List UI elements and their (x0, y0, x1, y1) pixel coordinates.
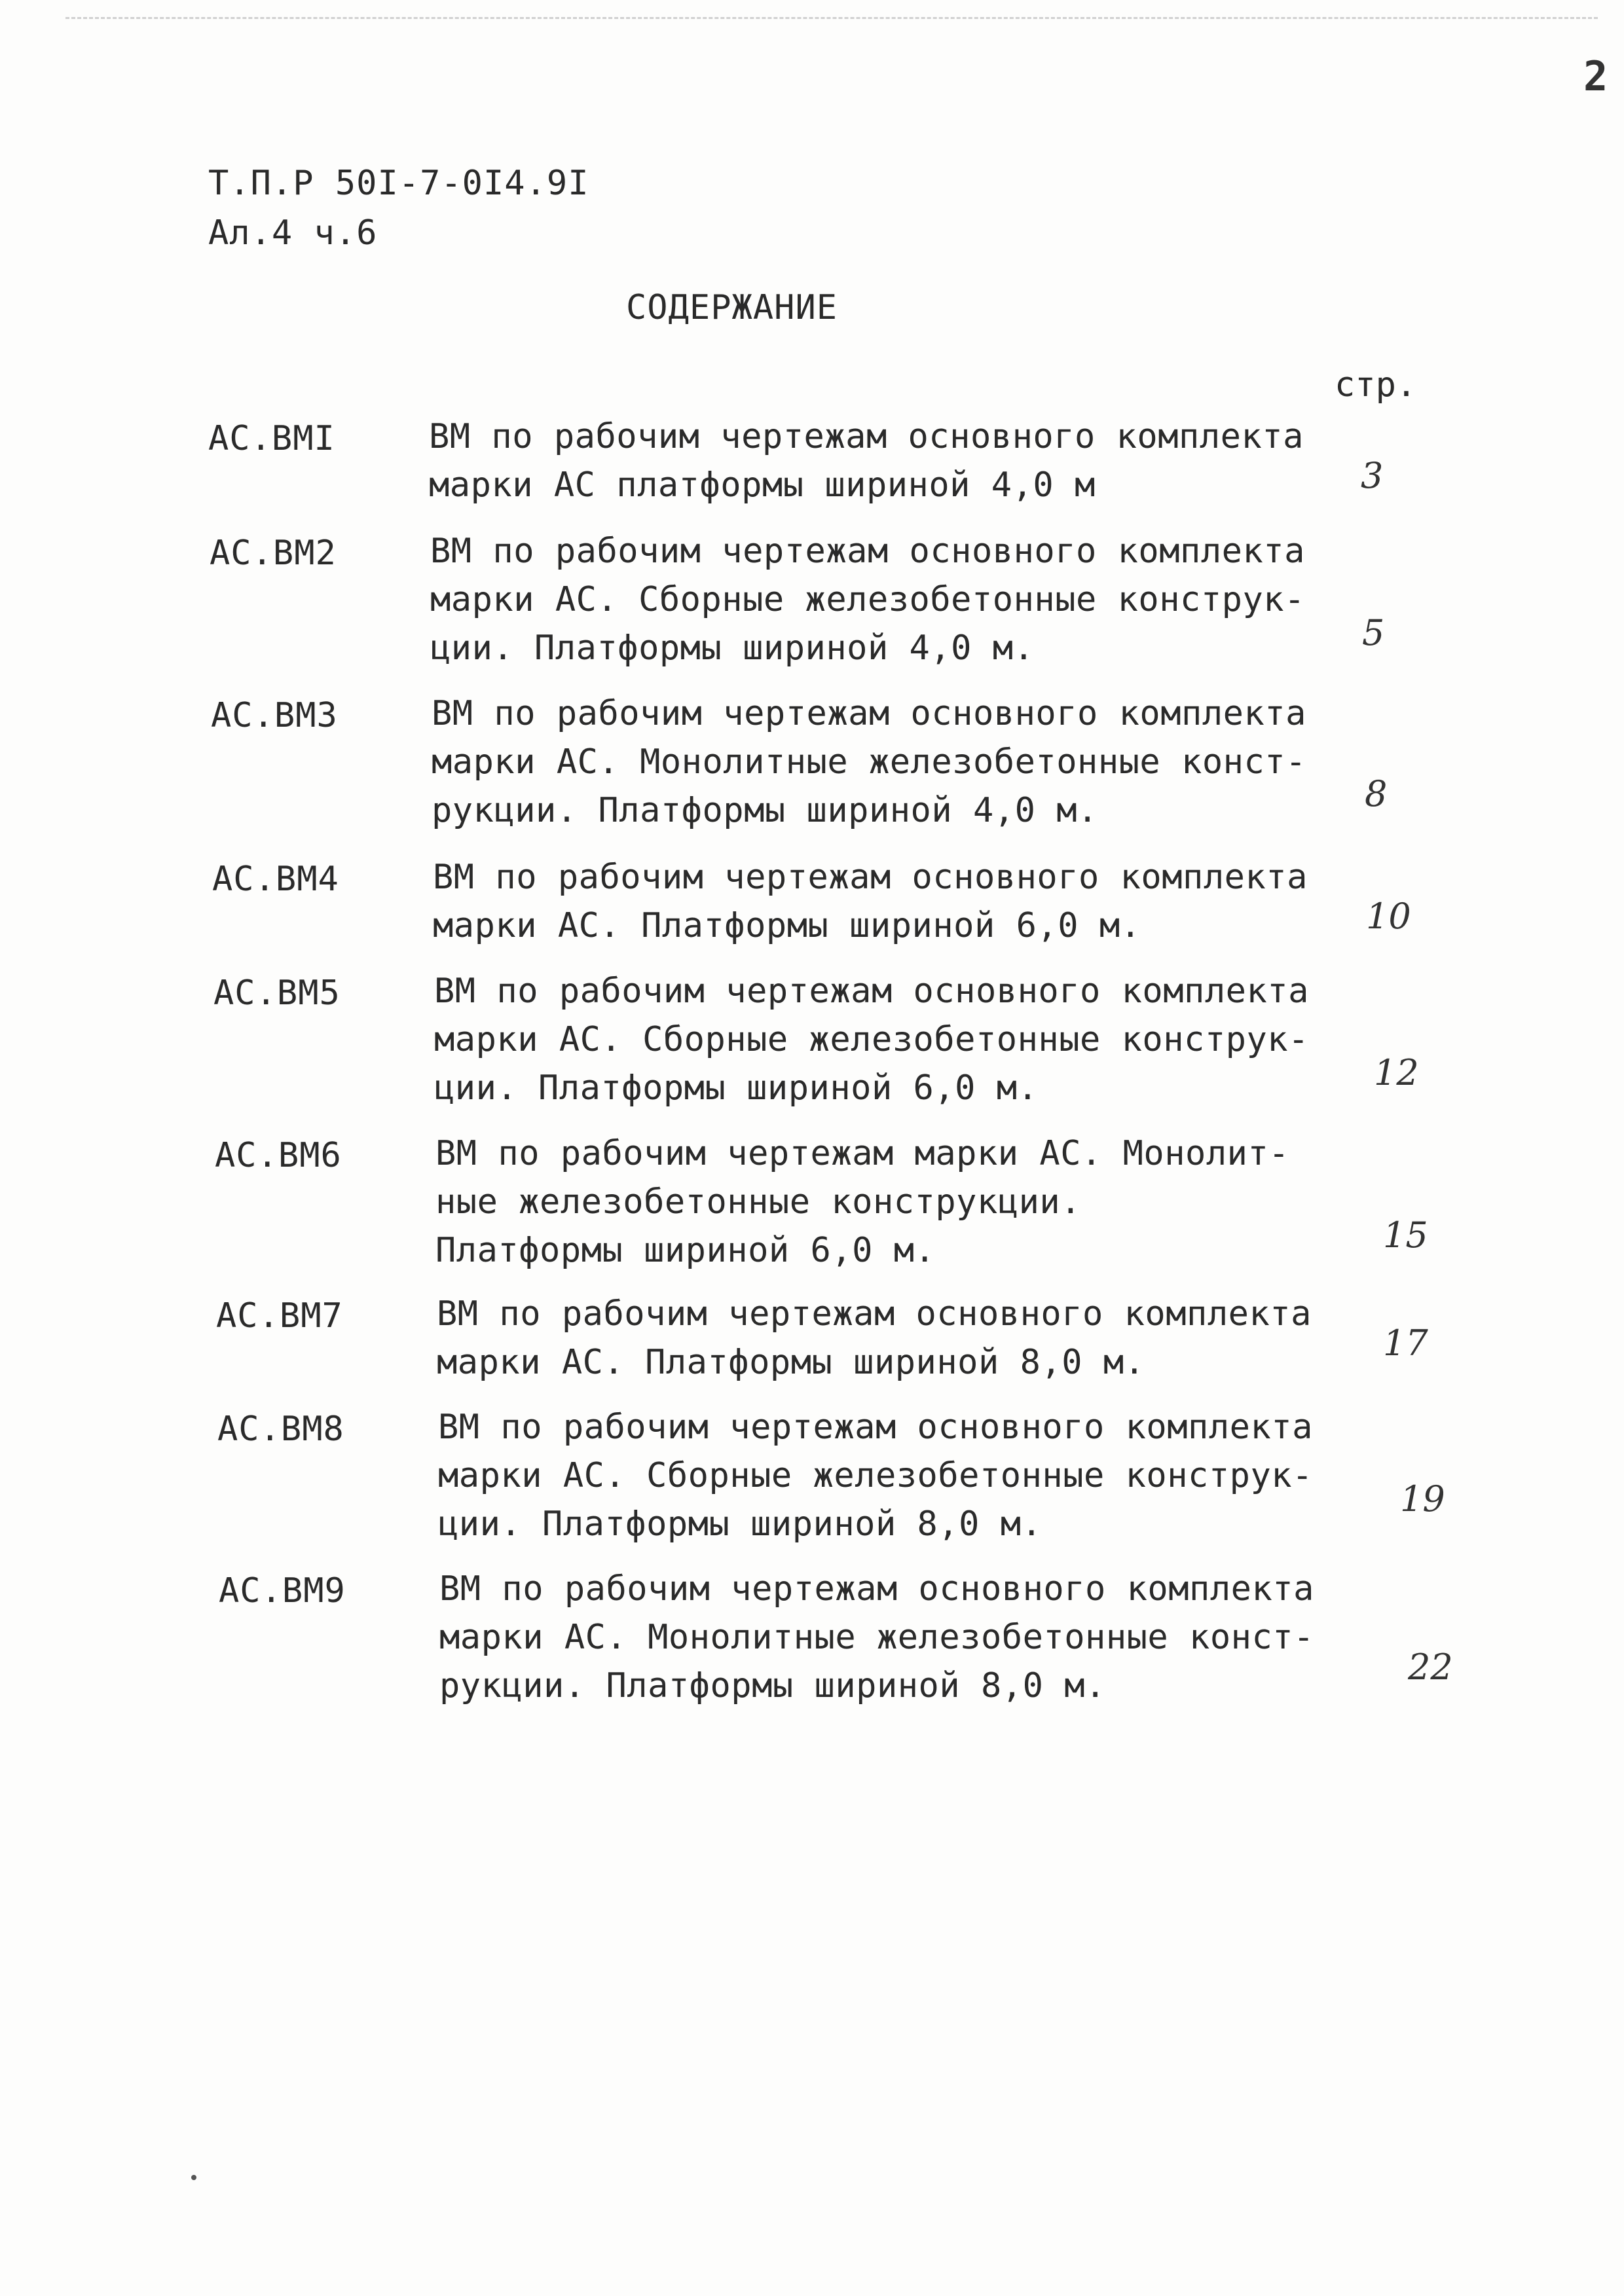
toc-description: ВМ по рабочим чертежам основного комплекта марки АС. Платформы шириной 8,0 м. (437, 1294, 1312, 1382)
toc-code: АС.ВМI (208, 419, 335, 458)
document-part: Ал.4 ч.6 (208, 213, 378, 253)
toc-page-number: 12 (1374, 1052, 1419, 1093)
toc-page-number: 15 (1383, 1214, 1428, 1256)
toc-page-number: 8 (1365, 773, 1388, 814)
toc-description: ВМ по рабочим чертежам основного комплекта марки АС. Монолитные железобетонные конст- рукции. Платформы шириной 4,0 м. (432, 694, 1306, 830)
toc-page-number: 19 (1400, 1478, 1445, 1520)
toc-page-number: 22 (1408, 1647, 1453, 1688)
toc-description: ВМ по рабочим чертежам основного комплекта марки АС. Монолитные железобетонные конст- рукции. Платформы шириной 8,0 м. (439, 1569, 1314, 1705)
toc-page-number: 5 (1362, 612, 1385, 653)
corner-page-mark: 2 (1583, 52, 1608, 100)
toc-code: АС.ВМ4 (212, 860, 339, 899)
toc-code: АС.ВМ8 (217, 1410, 344, 1449)
toc-code: АС.ВМ5 (213, 974, 341, 1013)
toc-description: ВМ по рабочим чертежам основного комплекта марки АС. Платформы шириной 6,0 м. (433, 858, 1308, 945)
toc-code: АС.ВМ7 (216, 1296, 343, 1336)
scan-edge-line (65, 17, 1598, 19)
page-column-label: стр. (1335, 365, 1417, 405)
toc-page-number: 10 (1366, 896, 1411, 937)
toc-description: ВМ по рабочим чертежам основного комплекта марки АС. Сборные железобетонные конструк- ции. Платформы шириной 6,0 м. (434, 972, 1309, 1108)
toc-code: АС.ВМ6 (215, 1136, 342, 1175)
toc-description: ВМ по рабочим чертежам основного комплекта марки АС платформы шириной 4,0 м (429, 417, 1304, 505)
toc-page-number: 17 (1383, 1322, 1428, 1364)
scan-speck (191, 2175, 196, 2180)
toc-code: АС.ВМ3 (211, 696, 338, 735)
toc-page-number: 3 (1361, 455, 1384, 496)
toc-description: ВМ по рабочим чертежам марки АС. Монолит- ные железобетонные конструкции. Платформы шириной 6,0 м. (435, 1134, 1290, 1270)
toc-code: АС.ВМ2 (210, 534, 337, 573)
toc-description: ВМ по рабочим чертежам основного комплекта марки АС. Сборные железобетонные конструк- ции. Платформы шириной 4,0 м. (430, 532, 1305, 668)
toc-code: АС.ВМ9 (219, 1571, 346, 1611)
page-title: СОДЕРЖАНИЕ (626, 288, 838, 327)
toc-description: ВМ по рабочим чертежам основного комплекта марки АС. Сборные железобетонные конструк- ции. Платформы шириной 8,0 м. (438, 1408, 1313, 1544)
document-code: Т.П.Р 50I-7-0I4.9I (208, 164, 589, 203)
